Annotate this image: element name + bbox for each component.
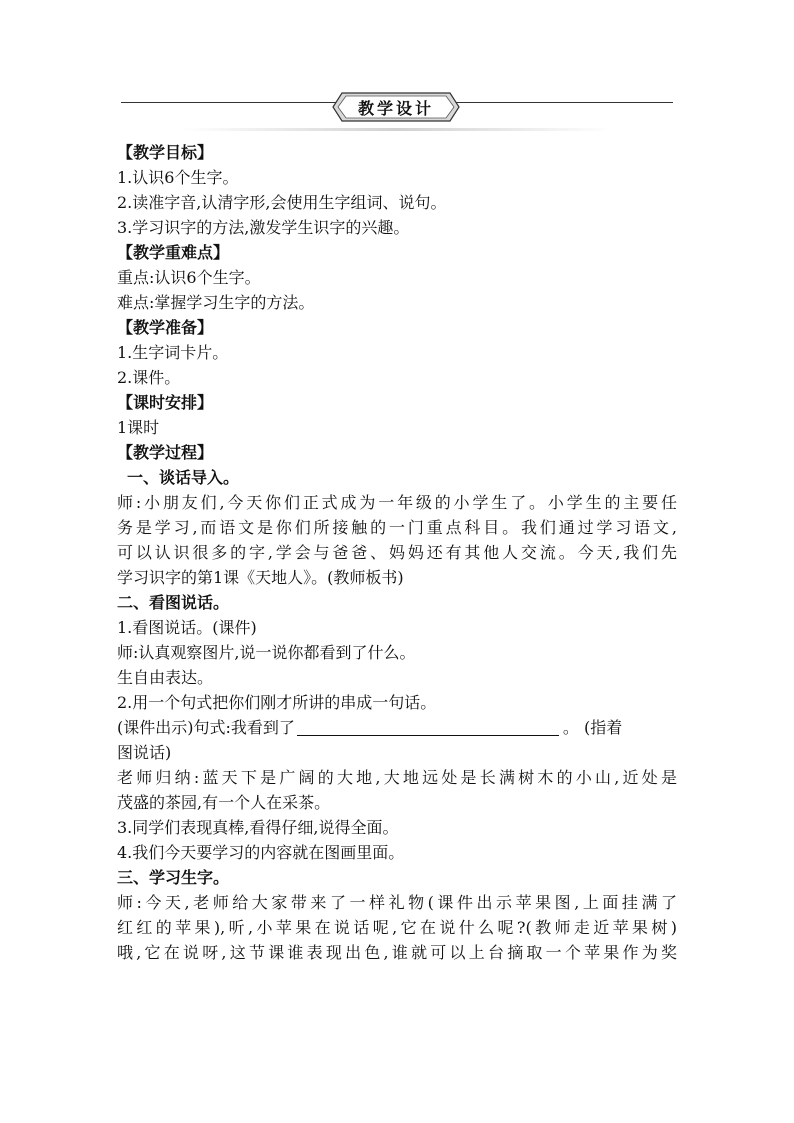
goal-item: 3.学习识字的方法,激发学生识字的兴趣。 (117, 218, 410, 237)
paragraph-line: 哦,它在说呀,这节课谁表现出色,谁就可以上台摘取一个苹果作为奖 (117, 943, 677, 962)
step-heading: 二、看图说话。 (117, 593, 230, 612)
schedule-heading: 【课时安排】 (117, 393, 214, 412)
paragraph-line: 务是学习,而语文是你们所接触的一门重点科目。我们通过学习语文, (117, 518, 677, 537)
header-title: 教学设计 (357, 99, 434, 118)
paragraph-line: 可以认识很多的字,学会与爸爸、妈妈还有其他人交流。今天,我们先 (117, 543, 677, 562)
sentence-pattern-line (117, 715, 677, 740)
paragraph-line: 学习识字的第1课《天地人》。(教师板书) (117, 568, 404, 587)
paragraph-line: 1.看图说话。(课件) (117, 618, 257, 637)
preparation-item: 1.生字词卡片。 (117, 343, 229, 362)
goal-item: 1.认识6个生字。 (117, 168, 239, 187)
paragraph-line: 师:今天,老师给大家带来了一样礼物(课件出示苹果图,上面挂满了 (117, 893, 677, 912)
difficult-point: 难点:掌握学习生字的方法。 (117, 293, 315, 312)
document-body (117, 140, 677, 965)
preparation-item: 2.课件。 (117, 368, 181, 387)
sentence-pattern-prefix: (课件出示)句式:我看到了 (117, 718, 295, 737)
preparation-heading: 【教学准备】 (117, 318, 214, 337)
paragraph-line: 3.同学们表现真棒,看得仔细,说得全面。 (117, 818, 399, 837)
paragraph-line: 生自由表达。 (117, 668, 214, 687)
key-point: 重点:认识6个生字。 (117, 268, 261, 287)
goal-item: 2.读准字音,认清字形,会使用生字组词、说句。 (117, 193, 447, 212)
paragraph-line: 4.我们今天要学习的内容就在图画里面。 (117, 843, 405, 862)
sentence-pattern-suffix: 。 (指着 (562, 718, 623, 737)
step-heading: 三、学习生字。 (117, 868, 230, 887)
process-heading: 【教学过程】 (117, 443, 214, 462)
paragraph-line: 师:认真观察图片,说一说你都看到了什么。 (117, 643, 416, 662)
header-badge (332, 92, 460, 122)
header-shadow (181, 128, 613, 131)
section-header (121, 92, 673, 132)
step-heading: 一、谈话导入。 (127, 468, 240, 487)
fill-in-blank (297, 719, 559, 736)
paragraph-line: 老师归纳:蓝天下是广阔的大地,大地远处是长满树木的小山,近处是 (117, 768, 677, 787)
paragraph-line: 茂盛的茶园,有一个人在采茶。 (117, 793, 331, 812)
paragraph-line: 2.用一个句式把你们刚才所讲的串成一句话。 (117, 693, 437, 712)
goals-heading: 【教学目标】 (117, 143, 214, 162)
paragraph-line: 图说话) (117, 743, 172, 762)
key-points-heading: 【教学重难点】 (117, 243, 230, 262)
schedule-item: 1课时 (117, 418, 160, 437)
paragraph-line: 师:小朋友们,今天你们正式成为一年级的小学生了。小学生的主要任 (117, 493, 677, 512)
paragraph-line: 红红的苹果),听,小苹果在说话呢,它在说什么呢?(教师走近苹果树) (117, 918, 677, 937)
